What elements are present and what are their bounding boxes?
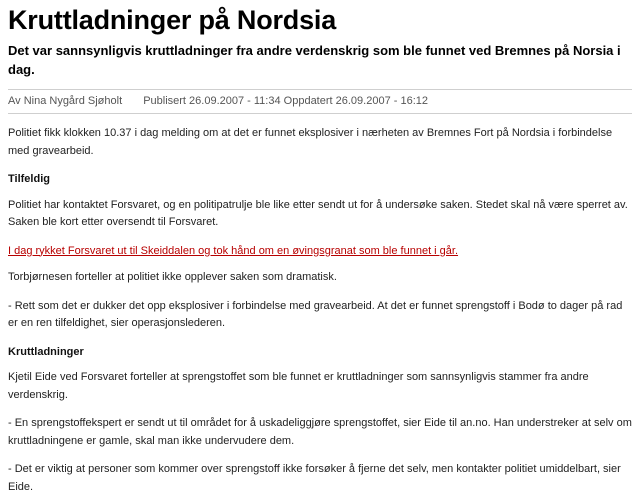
article-lead: Det var sannsynligvis kruttladninger fra andre verdenskrig som ble funnet ved Bremnes på Norsia i dag. [8, 43, 621, 77]
paragraph-3: Torbjørnesen forteller at politiet ikke opplever saken som dramatisk. [8, 271, 337, 283]
article-title: Kruttladninger på Nordsia [8, 5, 337, 35]
subheading-tilfeldig: Tilfeldig [8, 173, 50, 185]
byline-published-date: 26.09.2007 - 11:34 [189, 95, 281, 107]
paragraph-2: Politiet har kontaktet Forsvaret, og en politipatrulje ble like etter sendt ut for å undersøke saken. Stedet skal nå være sperret av. Saken ble kort etter oversendt til Forsvaret. [8, 198, 628, 228]
article-body [8, 125, 632, 496]
related-article-link[interactable]: I dag rykket Forsvaret ut til Skeiddalen og tok hånd om en øvingsgranat som ble funnet i går. [8, 244, 459, 257]
subheading-kruttladninger: Kruttladninger [8, 345, 84, 358]
paragraph-5: Kjetil Eide ved Forsvaret forteller at sprengstoffet som ble funnet er kruttladninger som sannsynligvis stammer fra andre verdenskrig. [8, 371, 589, 401]
byline-updated-label: Oppdatert [283, 95, 333, 107]
byline [8, 89, 632, 114]
paragraph-6: - En sprengstoffekspert er sendt ut til området for å uskadeliggjøre sprengstoffet, sier Eide til an.no. Han understreker at selv om kruttladningene er gamle, skal man ikke undervudere dem. [8, 417, 632, 447]
paragraph-4: - Rett som det er dukker det opp eksplosiver i forbindelse med gravearbeid. At det er funnet sprengstoff i Bodø to dager på rad er en ren tilfeldighet, sier operasjonslederen. [8, 299, 623, 329]
paragraph-1: Politiet fikk klokken 10.37 i dag melding om at det er funnet eksplosiver i nærheten av Bremnes Fort på Nordsia i forbindelse med gravearbeid. [8, 127, 613, 157]
byline-updated-date: 26.09.2007 - 16:12 [335, 95, 428, 107]
paragraph-7: - Det er viktig at personer som kommer over sprengstoff ikke forsøker å fjerne det selv, men kontakter politiet umiddelbart, sier Eide. [8, 463, 621, 493]
related-link-paragraph [8, 243, 632, 261]
byline-published-label: Publisert [143, 95, 186, 107]
byline-author: Av Nina Nygård Sjøholt [8, 95, 123, 107]
